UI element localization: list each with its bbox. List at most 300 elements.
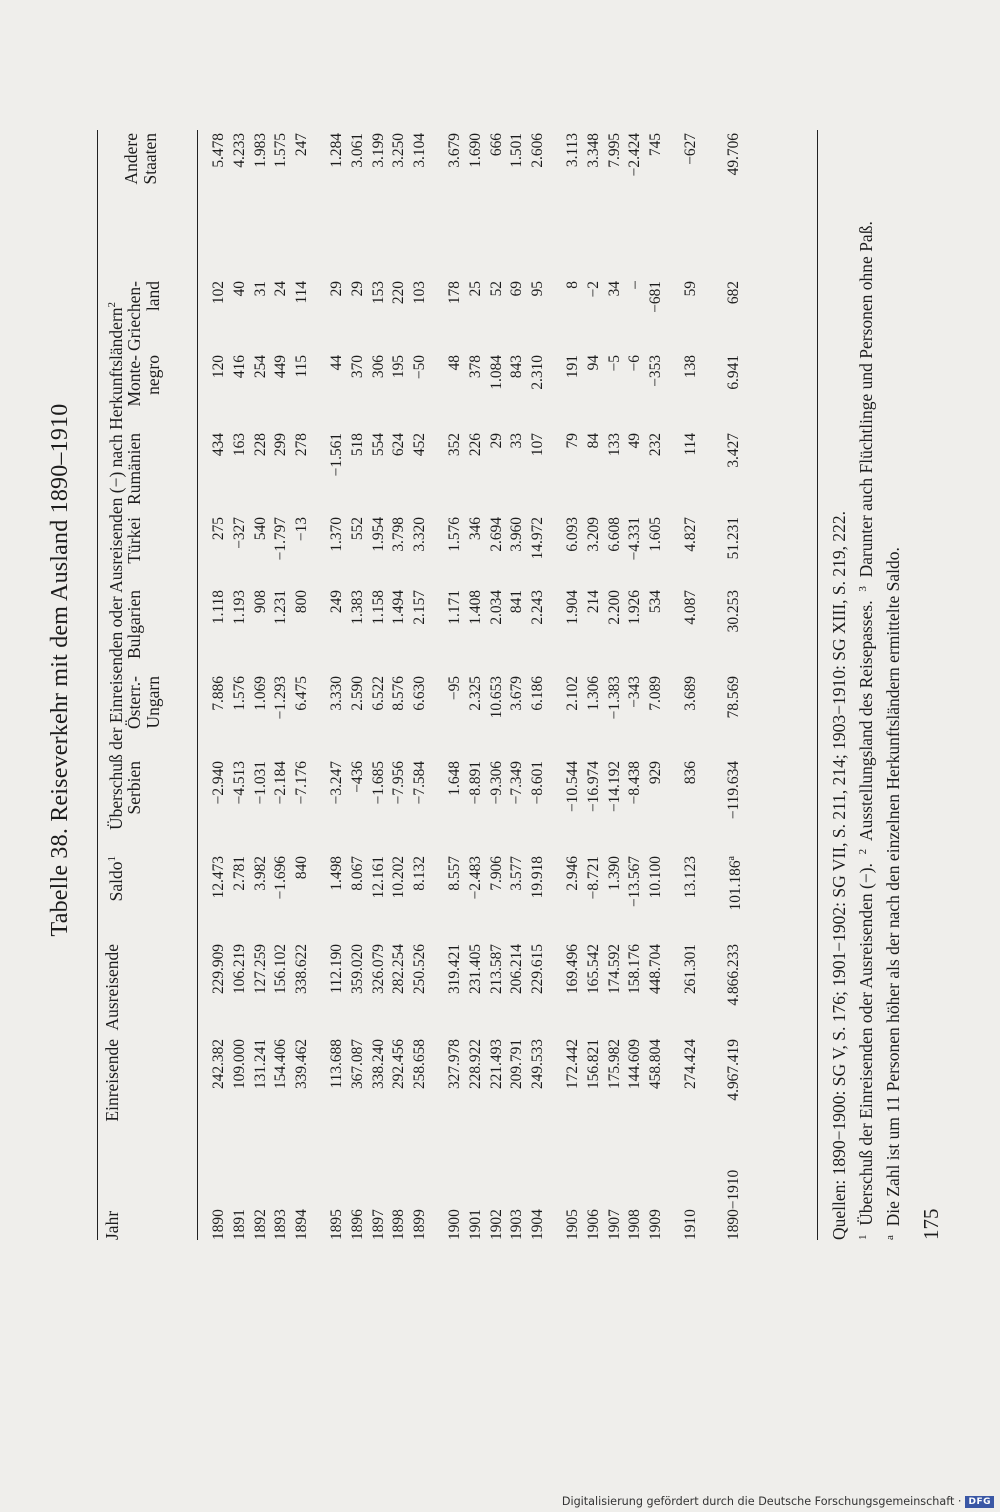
value-cell: 172.442 — [563, 1039, 581, 1090]
value-cell: 40 — [230, 281, 248, 297]
value-cell: 226 — [466, 433, 484, 457]
value-cell: 3.104 — [411, 133, 429, 168]
value-cell: 908 — [251, 590, 269, 614]
value-cell: 370 — [348, 355, 366, 379]
value-cell: 103 — [411, 281, 429, 305]
value-cell: 1.690 — [466, 133, 484, 168]
value-cell: 1.408 — [466, 590, 484, 625]
value-cell: 1.390 — [605, 856, 623, 891]
value-cell: −14.192 — [605, 761, 623, 813]
table-row — [230, 133, 251, 1240]
value-cell: 326.079 — [369, 944, 387, 995]
value-cell: 7.995 — [605, 133, 623, 168]
value-cell: 1.383 — [348, 590, 366, 625]
value-cell: 34 — [605, 281, 623, 297]
value-cell: 540 — [251, 517, 269, 541]
value-cell: 448.704 — [647, 944, 665, 995]
dfg-logo: DFG — [965, 1496, 994, 1508]
value-cell: 1.084 — [487, 355, 505, 390]
row-spacer — [702, 133, 716, 1240]
value-cell: 242.382 — [210, 1039, 227, 1090]
value-cell: 206.214 — [508, 944, 526, 995]
value-cell: 138 — [681, 355, 699, 379]
year-cell: 1897 — [369, 1209, 387, 1240]
table-row — [563, 133, 584, 1240]
value-cell: 3.348 — [584, 133, 602, 168]
value-cell: 29 — [487, 433, 505, 449]
value-cell: 114 — [681, 433, 699, 456]
year-cell: 1909 — [647, 1209, 665, 1240]
value-cell: 94 — [584, 355, 602, 371]
table-row — [327, 133, 348, 1240]
value-cell: 3.113 — [563, 133, 581, 168]
sources-line: Quellen: 1890−1900: SG V, S. 176; 1901−1902: SG VII, S. 211, 214; 1903−1910: SG XIII, S. 219, 222. — [829, 510, 849, 1240]
value-cell: 843 — [508, 355, 526, 379]
col-header-jahr: Jahr — [102, 1210, 122, 1240]
value-cell: 102 — [210, 281, 227, 305]
year-cell: 1894 — [293, 1209, 311, 1240]
value-cell: 378 — [466, 355, 484, 379]
value-cell: 254 — [251, 355, 269, 379]
value-cell: 144.609 — [626, 1039, 644, 1090]
value-cell: 78.569 — [724, 676, 742, 719]
value-cell: −7.956 — [390, 761, 408, 805]
value-cell: 25 — [466, 281, 484, 297]
value-cell: −8.601 — [529, 761, 547, 805]
value-cell: 29 — [348, 281, 366, 297]
value-cell: 4.866.233 — [724, 944, 742, 1006]
value-cell: 306 — [369, 355, 387, 379]
year-cell: 1896 — [348, 1209, 366, 1240]
value-cell: 10.202 — [390, 856, 408, 899]
value-cell: 338.240 — [369, 1039, 387, 1090]
year-cell: 1907 — [605, 1209, 623, 1240]
table-row — [348, 133, 369, 1240]
page-number: 175 — [919, 1208, 943, 1240]
year-cell: 1892 — [251, 1209, 269, 1240]
value-cell: 8.557 — [445, 856, 463, 891]
value-cell: −7.349 — [508, 761, 526, 805]
value-cell: −50 — [411, 355, 429, 380]
value-cell: −3.247 — [327, 761, 345, 805]
rotated-table-page — [35, 80, 965, 1340]
value-cell: 1.370 — [327, 517, 345, 552]
value-cell: 115 — [293, 355, 311, 378]
table-row — [605, 133, 626, 1240]
value-cell: 3.209 — [584, 517, 602, 552]
col-header-montenegro: Monte- negro — [124, 355, 163, 407]
value-cell: 6.941 — [724, 355, 742, 390]
value-cell: 249.533 — [529, 1039, 547, 1090]
value-cell: 127.259 — [251, 944, 269, 995]
value-cell: 112.190 — [327, 944, 345, 994]
col-header-serbien: Serbien — [124, 761, 144, 815]
value-cell: 209.791 — [508, 1039, 526, 1090]
value-cell: 3.199 — [369, 133, 387, 168]
value-cell: 229.909 — [210, 944, 227, 995]
value-cell: 1.904 — [563, 590, 581, 625]
table-row — [369, 133, 390, 1240]
value-cell: 69 — [508, 281, 526, 297]
value-cell: 231.405 — [466, 944, 484, 995]
value-cell: 1.193 — [230, 590, 248, 625]
value-cell: 274.424 — [681, 1039, 699, 1090]
value-cell: 154.406 — [272, 1039, 290, 1090]
year-cell: 1902 — [487, 1209, 505, 1240]
year-cell: 1910 — [681, 1209, 699, 1240]
value-cell: 840 — [293, 856, 311, 880]
value-cell: 249 — [327, 590, 345, 614]
value-cell: 7.886 — [210, 676, 227, 711]
table-row — [466, 133, 487, 1240]
year-cell: 1901 — [466, 1209, 484, 1240]
value-cell: 229.615 — [529, 944, 547, 995]
header-rule — [197, 130, 198, 1240]
year-cell: 1893 — [272, 1209, 290, 1240]
value-cell: −7.176 — [293, 761, 311, 805]
value-cell: 247 — [293, 133, 311, 157]
value-cell: −9.306 — [487, 761, 505, 805]
value-cell: 258.658 — [411, 1039, 429, 1090]
value-cell: 338.622 — [293, 944, 311, 995]
value-cell: −95 — [445, 676, 463, 701]
value-cell: 1.926 — [626, 590, 644, 625]
table-row — [292, 133, 313, 1240]
value-cell: 6.608 — [605, 517, 623, 552]
year-cell: 1890−1910 — [724, 1169, 742, 1240]
value-cell: 2.310 — [529, 355, 547, 390]
value-cell: 49.706 — [724, 133, 742, 176]
value-cell: 101.186$^a$ — [725, 856, 744, 911]
value-cell: −1.031 — [251, 761, 269, 805]
value-cell: 107 — [529, 433, 547, 457]
value-cell: 1.954 — [369, 517, 387, 552]
value-cell: 352 — [445, 433, 463, 457]
row-spacer — [431, 133, 445, 1240]
year-cell: 1895 — [327, 1209, 345, 1240]
table-row — [507, 133, 528, 1240]
value-cell: −1.561 — [327, 433, 345, 477]
value-cell: 10.653 — [487, 676, 505, 719]
col-header-bulgarien: Bulgarien — [124, 590, 144, 660]
value-cell: 31 — [251, 281, 269, 297]
value-cell: 2.781 — [230, 856, 248, 891]
value-cell: 745 — [647, 133, 665, 157]
value-cell: 228 — [251, 433, 269, 457]
footnote-a: $^a$ Die Zahl ist um 11 Personen höher als der nach den einzelnen Herkunftsländern ermittelte Saldo. — [883, 547, 903, 1240]
value-cell: 169.496 — [563, 944, 581, 995]
value-cell: 367.087 — [348, 1039, 366, 1090]
value-cell: 3.577 — [508, 856, 526, 891]
value-cell: 6.630 — [411, 676, 429, 711]
value-cell: −6 — [626, 355, 644, 372]
value-cell: 120 — [210, 355, 227, 379]
value-cell: 682 — [724, 281, 742, 305]
year-cell: 1906 — [584, 1209, 602, 1240]
value-cell: 6.093 — [563, 517, 581, 552]
bottom-rule — [817, 130, 818, 1240]
value-cell: −627 — [681, 133, 699, 165]
value-cell: −16.974 — [584, 761, 602, 813]
value-cell: 929 — [647, 761, 665, 785]
value-cell: 1.231 — [272, 590, 290, 625]
value-cell: 434 — [210, 433, 227, 457]
value-cell: 1.118 — [210, 590, 227, 625]
value-cell: 554 — [369, 433, 387, 457]
value-cell: −8.721 — [584, 856, 602, 900]
col-header-rumaenien: Rumänien — [124, 433, 144, 505]
year-cell: 1900 — [445, 1209, 463, 1240]
footer-text: Digitalisierung gefördert durch die Deutsche Forschungsgemeinschaft · — [561, 1495, 962, 1508]
value-cell: 4.233 — [230, 133, 248, 168]
value-cell: 109.000 — [230, 1039, 248, 1090]
value-cell: 1.576 — [445, 517, 463, 552]
row-spacer — [313, 133, 327, 1240]
value-cell: 5.478 — [210, 133, 227, 168]
col-header-griechenland: Griechen- land — [124, 281, 163, 351]
value-cell: −353 — [647, 355, 665, 387]
table-total-row — [716, 133, 747, 1240]
value-cell: 195 — [390, 355, 408, 379]
value-cell: 8.067 — [348, 856, 366, 891]
value-cell: −2.940 — [210, 761, 227, 805]
col-header-saldo: Saldo$^1$ — [105, 856, 126, 902]
row-spacer — [549, 133, 563, 1240]
value-cell: 841 — [508, 590, 526, 614]
year-cell: 1904 — [529, 1209, 547, 1240]
value-cell: 3.679 — [445, 133, 463, 168]
value-cell: 3.061 — [348, 133, 366, 168]
value-cell: −13 — [293, 517, 311, 542]
table-row — [410, 133, 431, 1240]
value-cell: 163 — [230, 433, 248, 457]
value-cell: −2.483 — [466, 856, 484, 900]
value-cell: 624 — [390, 433, 408, 457]
value-cell: 1.171 — [445, 590, 463, 625]
value-cell: 3.798 — [390, 517, 408, 552]
value-cell: 221.493 — [487, 1039, 505, 1090]
value-cell: −436 — [348, 761, 366, 793]
value-cell: −1.797 — [272, 517, 290, 561]
value-cell: 3.330 — [327, 676, 345, 711]
year-cell: 1890 — [210, 1209, 227, 1240]
footnotes — [827, 110, 905, 1240]
value-cell: 178 — [445, 281, 463, 305]
value-cell: 1.306 — [584, 676, 602, 711]
value-cell: −119.634 — [724, 761, 742, 820]
value-cell: 2.102 — [563, 676, 581, 711]
value-cell: 214 — [584, 590, 602, 614]
value-cell: −5 — [605, 355, 623, 372]
value-cell: 95 — [529, 281, 547, 297]
value-cell: 1.575 — [272, 133, 290, 168]
value-cell: 6.475 — [293, 676, 311, 711]
table-row — [271, 133, 292, 1240]
value-cell: −8.891 — [466, 761, 484, 805]
value-cell: 319.421 — [445, 944, 463, 995]
value-cell: −1.685 — [369, 761, 387, 805]
value-cell: 156.821 — [584, 1039, 602, 1090]
value-cell: −4.331 — [626, 517, 644, 561]
table-row — [681, 133, 702, 1240]
col-header-oesterreich-ungarn: Österr.- Ungarn — [124, 676, 163, 729]
value-cell: 51.231 — [724, 517, 742, 560]
value-cell: 2.694 — [487, 517, 505, 552]
value-cell: 52 — [487, 281, 505, 297]
value-cell: −10.544 — [563, 761, 581, 813]
value-cell: −1.696 — [272, 856, 290, 900]
value-cell: 49 — [626, 433, 644, 449]
value-cell: 3.960 — [508, 517, 526, 552]
value-cell: 416 — [230, 355, 248, 379]
value-cell: 3.679 — [508, 676, 526, 711]
value-cell: −8.438 — [626, 761, 644, 805]
value-cell: 14.972 — [529, 517, 547, 560]
value-cell: 666 — [487, 133, 505, 157]
value-cell: 278 — [293, 433, 311, 457]
value-cell: 449 — [272, 355, 290, 379]
value-cell: 2.946 — [563, 856, 581, 891]
value-cell: 106.219 — [230, 944, 248, 995]
year-cell: 1898 — [390, 1209, 408, 1240]
table-row — [625, 133, 646, 1240]
value-cell: 3.320 — [411, 517, 429, 552]
data-table — [209, 133, 747, 1240]
table-row — [528, 133, 549, 1240]
value-cell: 1.498 — [327, 856, 345, 891]
value-cell: 339.462 — [293, 1039, 311, 1090]
year-cell: 1905 — [563, 1209, 581, 1240]
value-cell: −4.513 — [230, 761, 248, 805]
year-cell: 1908 — [626, 1209, 644, 1240]
row-spacer — [667, 133, 681, 1240]
col-header-ausreisende: Ausreisende — [102, 944, 122, 1031]
value-cell: 8.132 — [411, 856, 429, 891]
value-cell: 800 — [293, 590, 311, 614]
table-row — [646, 133, 667, 1240]
value-cell: 220 — [390, 281, 408, 305]
value-cell: 3.250 — [390, 133, 408, 168]
value-cell: 2.606 — [529, 133, 547, 168]
value-cell: 2.157 — [411, 590, 429, 625]
value-cell: 1.983 — [251, 133, 269, 168]
value-cell: 452 — [411, 433, 429, 457]
value-cell: −2.424 — [626, 133, 644, 177]
value-cell: −2 — [584, 281, 602, 298]
value-cell: 48 — [445, 355, 463, 371]
value-cell: 4.827 — [681, 517, 699, 552]
value-cell: 153 — [369, 281, 387, 305]
year-cell: 1903 — [508, 1209, 526, 1240]
value-cell: 8.576 — [390, 676, 408, 711]
value-cell: −7.584 — [411, 761, 429, 805]
value-cell: 12.473 — [210, 856, 227, 899]
value-cell: 8 — [563, 281, 581, 289]
value-cell: 534 — [647, 590, 665, 614]
col-header-andere-staaten: Andere Staaten — [121, 133, 160, 185]
table-row — [445, 133, 466, 1240]
value-cell: 7.906 — [487, 856, 505, 891]
value-cell: 359.020 — [348, 944, 366, 995]
col-header-einreisende: Einreisende — [102, 1039, 122, 1122]
value-cell: 552 — [348, 517, 366, 541]
value-cell: 1.605 — [647, 517, 665, 552]
value-cell: 1.576 — [230, 676, 248, 711]
value-cell: −1.383 — [605, 676, 623, 720]
year-cell: 1899 — [411, 1209, 429, 1240]
value-cell: 3.689 — [681, 676, 699, 711]
value-cell: 4.967.419 — [724, 1039, 742, 1101]
value-cell: 2.325 — [466, 676, 484, 711]
table-row — [584, 133, 605, 1240]
value-cell: 2.200 — [605, 590, 623, 625]
value-cell: −681 — [647, 281, 665, 313]
value-cell: 228.922 — [466, 1039, 484, 1090]
value-cell: 3.427 — [724, 433, 742, 468]
value-cell: 299 — [272, 433, 290, 457]
value-cell: 175.982 — [605, 1039, 623, 1090]
value-cell: 261.301 — [681, 944, 699, 995]
digitization-footer — [562, 1495, 994, 1508]
value-cell: 12.161 — [369, 856, 387, 899]
value-cell: 1.648 — [445, 761, 463, 796]
value-cell: −13.567 — [626, 856, 644, 908]
value-cell: – — [626, 281, 644, 289]
value-cell: 6.522 — [369, 676, 387, 711]
value-cell: 165.542 — [584, 944, 602, 995]
value-cell: 518 — [348, 433, 366, 457]
value-cell: 2.034 — [487, 590, 505, 625]
value-cell: 10.100 — [647, 856, 665, 899]
value-cell: 1.284 — [327, 133, 345, 168]
group-header: Überschuß der Einreisenden oder Ausreisenden (−) nach Herkunftsländern$^2$ — [105, 301, 126, 830]
value-cell: 133 — [605, 433, 623, 457]
value-cell: 6.186 — [529, 676, 547, 711]
value-cell: 458.804 — [647, 1039, 665, 1090]
value-cell: −327 — [230, 517, 248, 549]
value-cell: 29 — [327, 281, 345, 297]
year-cell: 1891 — [230, 1209, 248, 1240]
value-cell: 158.176 — [626, 944, 644, 995]
value-cell: 174.592 — [605, 944, 623, 995]
table-row — [389, 133, 410, 1240]
value-cell: 250.526 — [411, 944, 429, 995]
value-cell: 24 — [272, 281, 290, 297]
table-row — [209, 133, 230, 1240]
value-cell: 59 — [681, 281, 699, 297]
value-cell: 275 — [210, 517, 227, 541]
value-cell: 131.241 — [251, 1039, 269, 1090]
value-cell: 2.243 — [529, 590, 547, 625]
value-cell: 79 — [563, 433, 581, 449]
value-cell: 113.688 — [327, 1039, 345, 1089]
value-cell: 1.158 — [369, 590, 387, 625]
value-cell: 1.494 — [390, 590, 408, 625]
value-cell: 191 — [563, 355, 581, 379]
table-row — [251, 133, 272, 1240]
table-title: Tabelle 38. Reiseverkehr mit dem Ausland 1890–1910 — [47, 403, 73, 937]
value-cell: 156.102 — [272, 944, 290, 995]
value-cell: 1.069 — [251, 676, 269, 711]
value-cell: 19.918 — [529, 856, 547, 899]
value-cell: 282.254 — [390, 944, 408, 995]
value-cell: 1.501 — [508, 133, 526, 168]
value-cell: 4.087 — [681, 590, 699, 625]
value-cell: 33 — [508, 433, 526, 449]
value-cell: 327.978 — [445, 1039, 463, 1090]
value-cell: 3.982 — [251, 856, 269, 891]
value-cell: 213.587 — [487, 944, 505, 995]
